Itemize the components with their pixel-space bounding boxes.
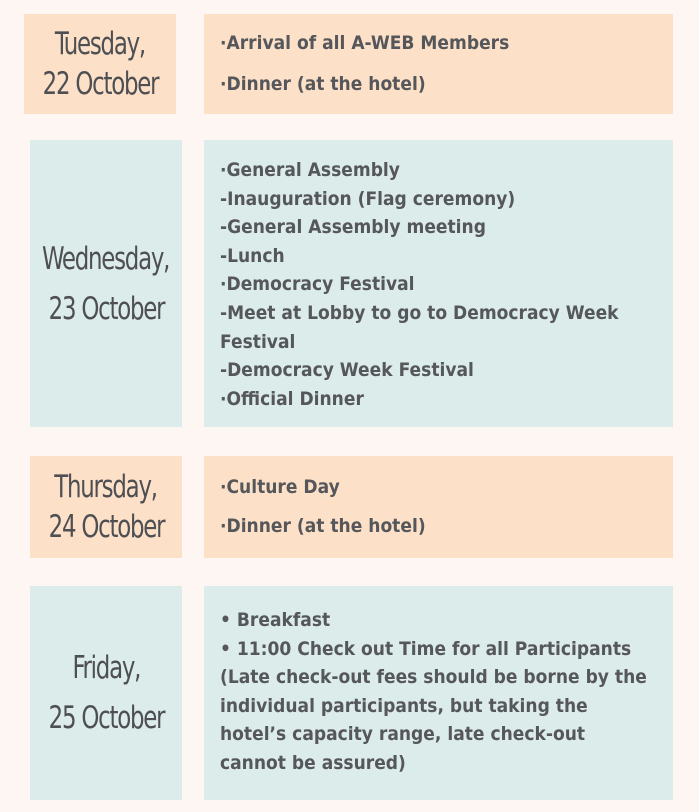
day-label-wednesday: [30, 140, 182, 427]
weekday-label: Thursday,: [54, 469, 158, 505]
events-panel-tuesday: [204, 14, 673, 114]
event-item: -Inauguration (Flag ceremony): [220, 187, 516, 210]
event-item: -General Assembly meeting: [220, 216, 486, 239]
weekday-label: Tuesday,: [54, 26, 146, 62]
events-panel-thursday: [204, 456, 673, 558]
event-item: Festival: [220, 330, 296, 353]
event-item: ·Democracy Festival: [220, 273, 415, 296]
events-panel-wednesday: [204, 140, 673, 427]
day-label-tuesday: [24, 14, 176, 114]
event-item: ·Dinner (at the hotel): [220, 515, 426, 537]
event-item: • 11:00 Check out Time for all Participants: [220, 637, 632, 660]
event-item: -Democracy Week Festival: [220, 359, 474, 382]
event-item: ·Official Dinner: [220, 387, 364, 410]
event-item: ·General Assembly: [220, 159, 400, 181]
day-label-friday: [30, 586, 182, 800]
weekday-label: Friday,: [72, 650, 140, 686]
event-item: individual participants, but taking the: [220, 694, 588, 717]
event-item: (Late check-out fees should be borne by the: [220, 666, 647, 689]
event-item: ·Arrival of all A-WEB Members: [220, 32, 510, 54]
events-panel-friday: [204, 586, 673, 800]
weekday-label: Wednesday,: [42, 240, 170, 277]
event-item: • Breakfast: [220, 609, 331, 631]
event-item: -Lunch: [220, 244, 285, 267]
event-item: ·Culture Day: [220, 476, 340, 498]
date-label: 24 October: [48, 509, 164, 545]
event-item: -Meet at Lobby to go to Democracy Week: [220, 301, 619, 324]
event-item: hotel’s capacity range, late check-out: [220, 723, 586, 746]
date-label: 22 October: [42, 66, 158, 102]
event-item: ·Dinner (at the hotel): [220, 73, 426, 95]
date-label: 23 October: [48, 290, 164, 327]
date-label: 25 October: [48, 700, 164, 736]
event-item: cannot be assured): [220, 751, 406, 774]
day-label-thursday: [30, 456, 182, 558]
